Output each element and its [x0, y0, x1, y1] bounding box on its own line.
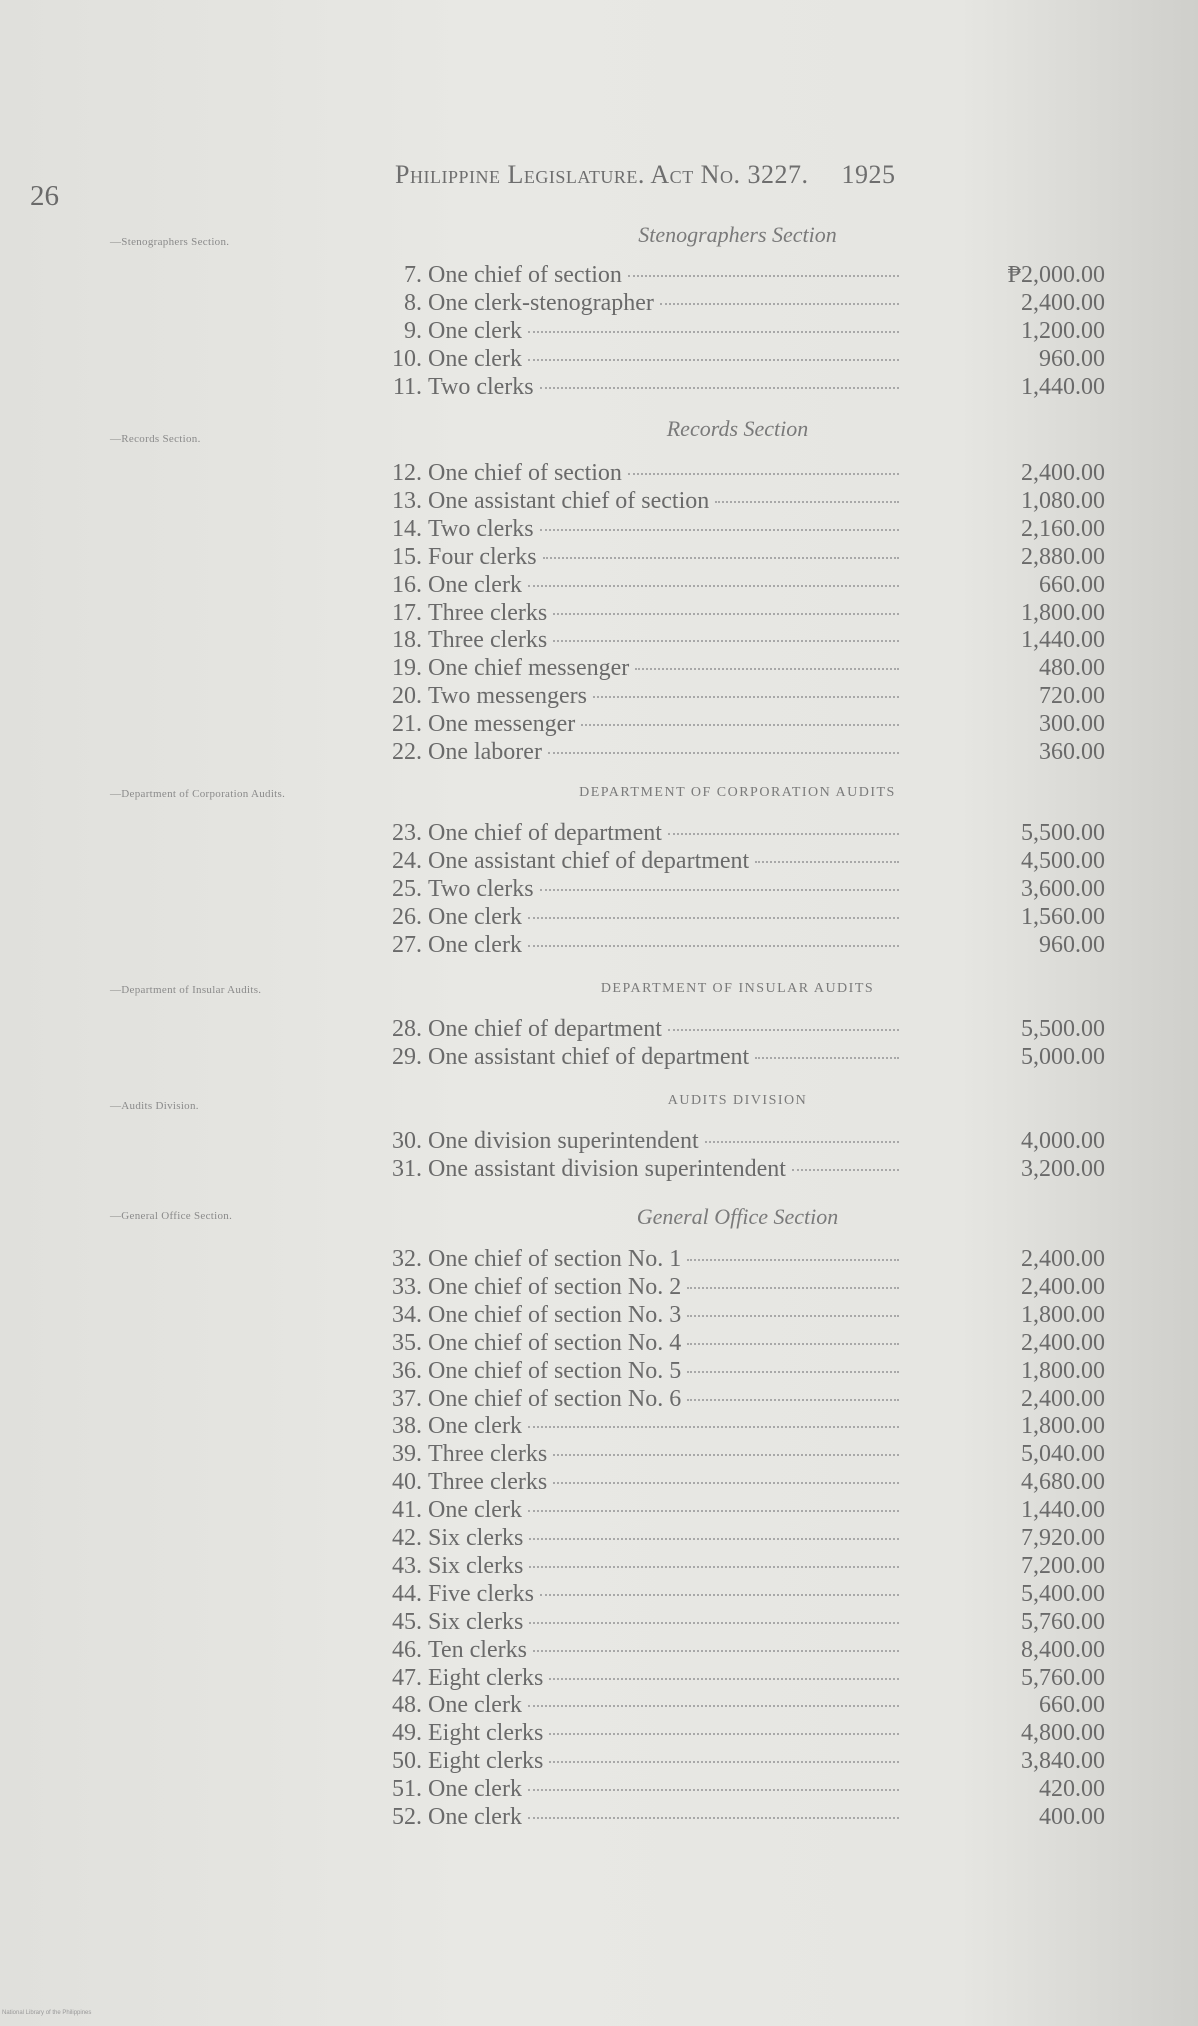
section-heading: DEPARTMENT OF INSULAR AUDITS — [600, 981, 875, 996]
list-item — [370, 1386, 1105, 1414]
item-amount: 7,920.00 — [1021, 1525, 1105, 1551]
list-item — [370, 1413, 1105, 1441]
item-amount: 400.00 — [1039, 1804, 1105, 1830]
dot-leader — [687, 1371, 899, 1373]
item-description: One chief of section No. 3 — [428, 1301, 682, 1328]
item-description: One chief of section — [428, 460, 622, 486]
item-amount: 720.00 — [1039, 683, 1105, 710]
list-item — [370, 488, 1105, 516]
dot-leader — [528, 1705, 899, 1707]
running-head — [395, 160, 895, 190]
dot-leader — [528, 331, 899, 333]
section-heading: Records Section — [666, 416, 809, 441]
list-item — [370, 374, 1105, 402]
item-number: 31. — [392, 1155, 422, 1182]
list-item — [370, 1044, 1105, 1072]
item-number: 27. — [392, 931, 422, 958]
item-number: 16. — [392, 571, 422, 598]
item-number: 40. — [392, 1469, 422, 1496]
item-description: One chief of section No. 1 — [428, 1246, 682, 1272]
dot-leader — [553, 1454, 899, 1456]
item-amount: 300.00 — [1039, 711, 1105, 738]
dot-leader — [687, 1287, 899, 1289]
list-item — [370, 1016, 1105, 1044]
item-number: 11. — [392, 373, 422, 400]
item-number: 12. — [392, 460, 422, 486]
item-number: 49. — [392, 1720, 422, 1747]
dot-leader — [553, 1482, 899, 1484]
list-item — [370, 572, 1105, 600]
item-number: 37. — [392, 1385, 422, 1412]
item-number: 8. — [404, 289, 422, 316]
item-amount: 960.00 — [1039, 345, 1105, 372]
dot-leader — [581, 724, 899, 726]
item-description: One assistant chief of department — [428, 847, 750, 874]
dot-leader — [792, 1169, 899, 1171]
item-amount: 1,440.00 — [1021, 373, 1105, 400]
list-item — [370, 1302, 1105, 1330]
list-item — [370, 1692, 1105, 1720]
dot-leader — [528, 1817, 899, 1819]
item-description: One clerk — [428, 1497, 522, 1524]
item-description: One chief of section No. 2 — [428, 1273, 682, 1300]
item-amount: 4,680.00 — [1021, 1469, 1105, 1496]
dot-leader — [543, 557, 899, 559]
section-heading: General Office Section — [636, 1204, 839, 1229]
item-number: 24. — [392, 847, 422, 874]
item-number: 35. — [392, 1329, 422, 1356]
item-description: One assistant chief of section — [428, 487, 710, 514]
list-item — [370, 1128, 1105, 1156]
item-description: One clerk — [428, 345, 522, 372]
item-description: One chief of section No. 5 — [428, 1357, 682, 1384]
marginal-note: —Records Section. — [110, 433, 201, 445]
item-description: One messenger — [428, 711, 576, 738]
dot-leader — [528, 1789, 899, 1791]
item-number: 21. — [392, 711, 422, 738]
item-number: 43. — [392, 1552, 422, 1579]
item-description: Eight clerks — [428, 1664, 544, 1691]
list-item — [370, 1748, 1105, 1776]
item-amount: 480.00 — [1039, 655, 1105, 682]
list-item — [370, 1637, 1105, 1665]
list-item — [370, 516, 1105, 544]
item-amount: 2,400.00 — [1021, 1273, 1105, 1300]
item-amount: 960.00 — [1039, 931, 1105, 958]
dot-leader — [540, 1594, 899, 1596]
list-item — [370, 346, 1105, 374]
item-description: One clerk — [428, 903, 522, 930]
list-item — [370, 683, 1105, 711]
item-amount: 3,840.00 — [1021, 1748, 1105, 1775]
dot-leader — [549, 1761, 899, 1763]
item-amount: 1,800.00 — [1021, 599, 1105, 626]
item-amount: 660.00 — [1039, 1692, 1105, 1719]
item-description: One assistant chief of department — [428, 1043, 750, 1070]
item-number: 46. — [392, 1636, 422, 1663]
item-amount: 4,800.00 — [1021, 1720, 1105, 1747]
marginal-note: —Department of Corporation Audits. — [110, 788, 286, 800]
item-amount: 5,760.00 — [1021, 1608, 1105, 1635]
item-number: 34. — [392, 1301, 422, 1328]
section-heading: AUDITS DIVISION — [667, 1093, 808, 1108]
item-description: Six clerks — [428, 1608, 524, 1635]
item-number: 25. — [392, 875, 422, 902]
list-item — [370, 1441, 1105, 1469]
item-number: 30. — [392, 1128, 422, 1154]
item-number: 48. — [392, 1692, 422, 1719]
running-head-title: Philippine Legislature. — [395, 160, 645, 189]
item-description: Six clerks — [428, 1525, 524, 1551]
item-description: One clerk — [428, 931, 522, 958]
dot-leader — [687, 1259, 899, 1261]
marginal-note: —Stenographers Section. — [110, 236, 230, 248]
list-item — [370, 1497, 1105, 1525]
item-amount: 7,200.00 — [1021, 1552, 1105, 1579]
item-amount: 5,040.00 — [1021, 1441, 1105, 1468]
item-description: Ten clerks — [428, 1636, 527, 1663]
item-amount: 4,500.00 — [1021, 847, 1105, 874]
list-item — [370, 290, 1105, 318]
list-item — [370, 932, 1105, 960]
section-heading: DEPARTMENT OF CORPORATION AUDITS — [579, 785, 896, 800]
item-description: Eight clerks — [428, 1720, 544, 1747]
list-item — [370, 876, 1105, 904]
item-number: 44. — [392, 1580, 422, 1607]
dot-leader — [755, 1057, 899, 1059]
item-number: 32. — [392, 1246, 422, 1272]
list-item — [370, 1469, 1105, 1497]
list-item — [370, 544, 1105, 572]
item-description: One clerk-stenographer — [428, 289, 654, 316]
item-number: 50. — [392, 1748, 422, 1775]
dot-leader — [533, 1650, 899, 1652]
list-item — [370, 1246, 1105, 1274]
dot-leader — [715, 501, 899, 503]
item-number: 26. — [392, 903, 422, 930]
item-description: Two clerks — [428, 515, 534, 542]
list-item — [370, 1720, 1105, 1748]
item-number: 7. — [404, 262, 422, 288]
item-amount: ₱2,000.00 — [1007, 262, 1105, 288]
list-item — [370, 1525, 1105, 1553]
item-description: One assistant division superintendent — [428, 1155, 786, 1182]
item-number: 52. — [392, 1804, 422, 1830]
item-amount: 1,440.00 — [1021, 627, 1105, 654]
item-description: Eight clerks — [428, 1748, 544, 1775]
list-item — [370, 655, 1105, 683]
item-description: One clerk — [428, 1776, 522, 1803]
item-description: Two messengers — [428, 683, 587, 710]
item-number: 39. — [392, 1441, 422, 1468]
item-amount: 8,400.00 — [1021, 1636, 1105, 1663]
item-number: 38. — [392, 1413, 422, 1440]
item-number: 23. — [392, 820, 422, 846]
item-description: Five clerks — [428, 1580, 534, 1607]
dot-leader — [548, 752, 899, 754]
item-amount: 2,400.00 — [1021, 1329, 1105, 1356]
item-amount: 3,200.00 — [1021, 1155, 1105, 1182]
list-item — [370, 1609, 1105, 1637]
list-item — [370, 318, 1105, 346]
item-description: One clerk — [428, 1692, 522, 1719]
dot-leader — [705, 1141, 899, 1143]
item-amount: 1,560.00 — [1021, 903, 1105, 930]
item-description: One laborer — [428, 739, 542, 765]
dot-leader — [755, 861, 899, 863]
list-item — [370, 1776, 1105, 1804]
item-amount: 2,400.00 — [1021, 460, 1105, 486]
item-description: One clerk — [428, 317, 522, 344]
list-item — [370, 1358, 1105, 1386]
item-number: 19. — [392, 655, 422, 682]
dot-leader — [540, 387, 899, 389]
dot-leader — [528, 917, 899, 919]
item-amount: 5,500.00 — [1021, 820, 1105, 846]
item-amount: 360.00 — [1039, 739, 1105, 765]
item-number: 28. — [392, 1016, 422, 1042]
item-amount: 420.00 — [1039, 1776, 1105, 1803]
item-description: One chief of department — [428, 820, 662, 846]
page-number: 26 — [30, 180, 59, 212]
item-description: One division superintendent — [428, 1128, 699, 1154]
item-amount: 1,800.00 — [1021, 1413, 1105, 1440]
dot-leader — [593, 696, 899, 698]
item-description: Three clerks — [428, 627, 548, 654]
list-item — [370, 904, 1105, 932]
item-amount: 2,400.00 — [1021, 289, 1105, 316]
marginal-note: —General Office Section. — [110, 1210, 233, 1222]
list-item — [370, 1553, 1105, 1581]
list-item — [370, 1156, 1105, 1184]
list-item — [370, 1274, 1105, 1302]
item-description: One clerk — [428, 571, 522, 598]
dot-leader — [529, 1566, 899, 1568]
item-description: One chief of section No. 4 — [428, 1329, 682, 1356]
list-item — [370, 1330, 1105, 1358]
dot-leader — [553, 640, 899, 642]
item-description: One clerk — [428, 1413, 522, 1440]
item-description: Six clerks — [428, 1552, 524, 1579]
item-amount: 5,500.00 — [1021, 1016, 1105, 1042]
item-number: 41. — [392, 1497, 422, 1524]
dot-leader — [528, 1426, 899, 1428]
item-number: 20. — [392, 683, 422, 710]
item-description: Four clerks — [428, 543, 537, 570]
dot-leader — [528, 359, 899, 361]
dot-leader — [549, 1678, 899, 1680]
dot-leader — [528, 585, 899, 587]
marginal-note: —Department of Insular Audits. — [110, 984, 262, 996]
item-number: 9. — [404, 317, 422, 344]
item-description: Three clerks — [428, 599, 548, 626]
list-item — [370, 600, 1105, 628]
item-amount: 2,880.00 — [1021, 543, 1105, 570]
dot-leader — [540, 889, 899, 891]
item-number: 51. — [392, 1776, 422, 1803]
item-number: 47. — [392, 1664, 422, 1691]
item-amount: 1,080.00 — [1021, 487, 1105, 514]
item-number: 42. — [392, 1525, 422, 1551]
list-item — [370, 460, 1105, 488]
item-description: Two clerks — [428, 373, 534, 400]
item-number: 18. — [392, 627, 422, 654]
item-amount: 2,160.00 — [1021, 515, 1105, 542]
list-item — [370, 1581, 1105, 1609]
item-amount: 2,400.00 — [1021, 1385, 1105, 1412]
item-number: 15. — [392, 543, 422, 570]
dot-leader — [553, 613, 899, 615]
list-item — [370, 739, 1105, 767]
dot-leader — [668, 833, 899, 835]
item-description: Two clerks — [428, 875, 534, 902]
dot-leader — [628, 275, 899, 277]
item-amount: 5,000.00 — [1021, 1043, 1105, 1070]
item-description: One chief of section — [428, 262, 622, 288]
list-item — [370, 1804, 1105, 1832]
item-amount: 1,440.00 — [1021, 1497, 1105, 1524]
dot-leader — [635, 668, 899, 670]
dot-leader — [528, 1510, 899, 1512]
dot-leader — [529, 1622, 899, 1624]
dot-leader — [540, 529, 899, 531]
item-description: One clerk — [428, 1804, 522, 1830]
item-number: 13. — [392, 487, 422, 514]
list-item — [370, 711, 1105, 739]
item-amount: 660.00 — [1039, 571, 1105, 598]
item-number: 17. — [392, 599, 422, 626]
dot-leader — [628, 473, 899, 475]
section-heading: Stenographers Section — [638, 222, 837, 247]
list-item — [370, 820, 1105, 848]
item-number: 33. — [392, 1273, 422, 1300]
item-amount: 3,600.00 — [1021, 875, 1105, 902]
item-amount: 5,760.00 — [1021, 1664, 1105, 1691]
footer-credit: National Library of the Philippines — [2, 2010, 92, 2016]
dot-leader — [549, 1733, 899, 1735]
item-amount: 1,800.00 — [1021, 1301, 1105, 1328]
list-item — [370, 262, 1105, 290]
list-item — [370, 627, 1105, 655]
item-number: 36. — [392, 1357, 422, 1384]
dot-leader — [687, 1343, 899, 1345]
dot-leader — [687, 1399, 899, 1401]
item-amount: 1,200.00 — [1021, 317, 1105, 344]
item-description: Three clerks — [428, 1441, 548, 1468]
running-head-year: 1925 — [841, 160, 896, 189]
item-number: 45. — [392, 1608, 422, 1635]
item-number: 14. — [392, 515, 422, 542]
dot-leader — [687, 1315, 899, 1317]
item-amount: 1,800.00 — [1021, 1357, 1105, 1384]
list-item — [370, 1665, 1105, 1693]
item-amount: 5,400.00 — [1021, 1580, 1105, 1607]
item-amount: 4,000.00 — [1021, 1128, 1105, 1154]
item-amount: 2,400.00 — [1021, 1246, 1105, 1272]
marginal-note: —Audits Division. — [110, 1100, 199, 1112]
item-description: One chief of department — [428, 1016, 662, 1042]
dot-leader — [529, 1538, 899, 1540]
dot-leader — [528, 945, 899, 947]
item-description: One chief messenger — [428, 655, 630, 682]
list-item — [370, 848, 1105, 876]
running-head-act: Act No. 3227. — [650, 160, 809, 189]
item-number: 10. — [392, 345, 422, 372]
item-description: One chief of section No. 6 — [428, 1385, 682, 1412]
dot-leader — [660, 303, 899, 305]
item-number: 29. — [392, 1043, 422, 1070]
item-description: Three clerks — [428, 1469, 548, 1496]
dot-leader — [668, 1029, 899, 1031]
item-number: 22. — [392, 739, 422, 765]
